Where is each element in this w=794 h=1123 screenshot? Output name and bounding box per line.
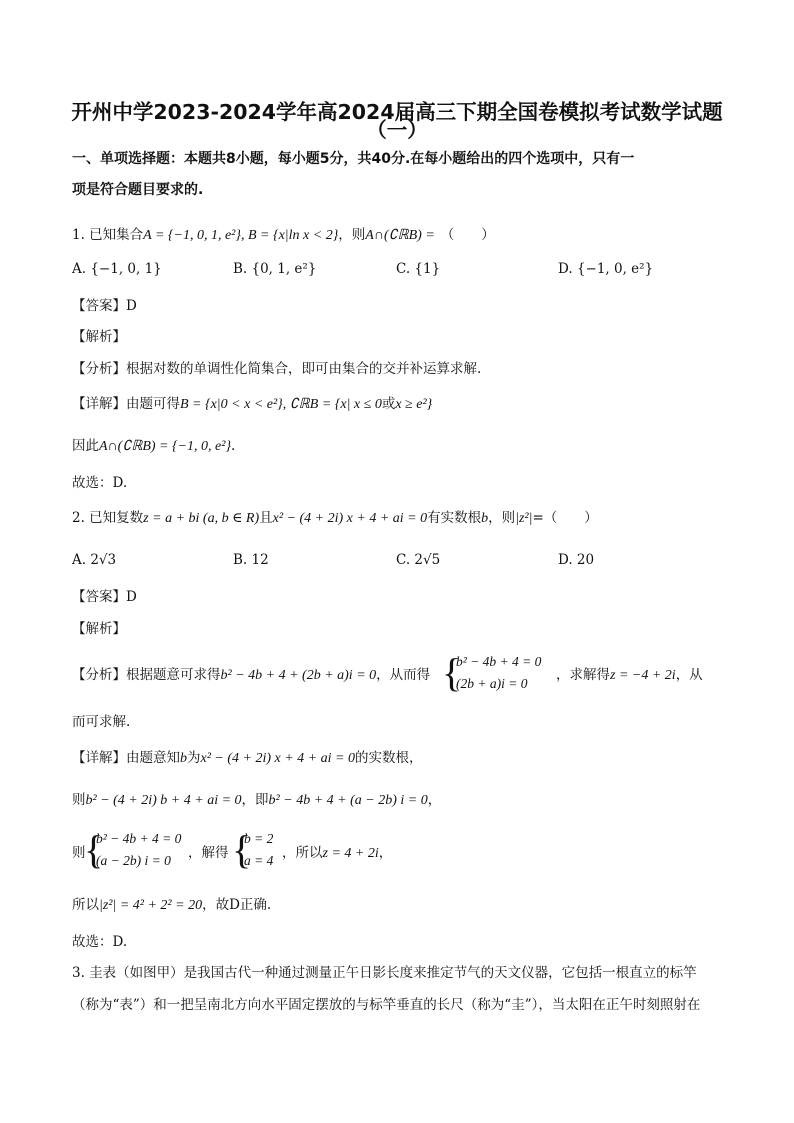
- q1-answer: 【答案】D: [72, 298, 137, 314]
- q2-detail-1: 【详解】由题意知b为x² − (4 + 2i) x + 4 + ai = 0的实数根，: [72, 750, 423, 766]
- q2-detail-brace-2: {: [232, 827, 252, 872]
- q2-option-d: D. 20: [558, 552, 595, 568]
- section-heading: 一、单项选择题：本题共8小题，每小题5分，共40分.在每小题给出的四个选项中，只有一: [72, 151, 635, 167]
- q2-detail-sol1: b = 2: [244, 831, 274, 846]
- q2-analysis-result: ，求解得z = −4 + 2i，从: [556, 667, 703, 683]
- q1-option-b: B. {0, 1, e²}: [233, 261, 317, 277]
- q2-detail-4: 所以|z²| = 4² + 2² = 20，故D正确.: [72, 897, 272, 913]
- q2-answer: 【答案】D: [72, 589, 137, 605]
- q2-analysis-eq1: b² − 4b + 4 = 0: [456, 654, 542, 669]
- q1-analysis-tag: 【解析】: [72, 329, 126, 345]
- q2-detail-eq1: b² − 4b + 4 = 0: [96, 831, 182, 846]
- q3-stem-line1: 3. 圭表（如图甲）是我国古代一种通过测量正午日影长度来推定节气的天文仪器，它包括一根直立的标竿: [72, 965, 697, 981]
- q3-stem-line2: （称为“表”）和一把呈南北方向水平固定摆放的与标竿垂直的长尺（称为“圭”），当太阳在正午时刻照射在: [72, 997, 701, 1013]
- q1-option-c: C. {1}: [396, 261, 441, 277]
- q2-detail-solve: ，解得: [188, 845, 229, 861]
- q1-set-b: , B = {x|ln x < 2}: [240, 228, 339, 243]
- q2-option-a: A. 2√3: [72, 552, 117, 568]
- q1-expression: A∩(∁ℝB) =: [365, 228, 435, 243]
- q2-analysis-tag: 【解析】: [72, 621, 126, 637]
- q2-detail-sol2: a = 4: [244, 853, 274, 868]
- q1-stem: 1. 已知集合A = {−1, 0, 1, e²}, B = {x|ln x < 2}，则A∩(∁ℝB) = （ ）: [72, 227, 495, 243]
- q2-detail-z: ，所以z = 4 + 2i，: [282, 845, 393, 861]
- q2-choice: 故选：D.: [72, 934, 128, 950]
- section-heading-cont: 项是符合题目要求的.: [72, 182, 204, 198]
- q2-option-b: B. 12: [233, 552, 269, 568]
- q2-detail-eq2: (a − 2b) i = 0: [96, 853, 171, 868]
- q2-analysis-eq2: (2b + a)i = 0: [456, 676, 528, 691]
- q2-analysis: 【分析】根据题意可求得b² − 4b + 4 + (2b + a)i = 0，从而得: [72, 667, 431, 683]
- q2-detail-brace-1: {: [84, 827, 104, 872]
- q2-analysis-cont: 而可求解.: [72, 714, 131, 730]
- q1-choice: 故选：D.: [72, 475, 128, 491]
- q1-set-a: A = {−1, 0, 1, e²}: [143, 228, 241, 243]
- q1-detail: 【详解】由题可得B = {x|0 < x < e²}, ∁ℝB = {x| x ≤ 0或x ≥ e²}: [72, 396, 433, 412]
- q2-analysis-brace: {: [442, 650, 462, 695]
- q1-analysis: 【分析】根据对数的单调性化简集合，即可由集合的交并补运算求解.: [72, 361, 482, 377]
- exam-title: 开州中学2023-2024学年高2024届高三下期全国卷模拟考试数学试题: [71, 100, 723, 124]
- q2-option-c: C. 2√5: [396, 552, 441, 568]
- exam-title-number: （一）: [366, 118, 428, 142]
- q2-detail-3-prefix: 则: [72, 845, 86, 861]
- q2-detail-2: 则b² − (4 + 2i) b + 4 + ai = 0，即b² − 4b + 4 + (a − 2b) i = 0，: [72, 792, 442, 808]
- q1-option-a: A. {−1, 0, 1}: [72, 261, 162, 277]
- q1-conclusion: 因此A∩(∁ℝB) = {−1, 0, e²}.: [72, 438, 236, 454]
- q2-stem: 2. 已知复数z = a + bi (a, b ∈ R)且x² − (4 + 2i) x + 4 + ai = 0有实数根b，则|z²|=（ ）: [72, 510, 598, 526]
- q1-option-d: D. {−1, 0, e²}: [558, 261, 654, 277]
